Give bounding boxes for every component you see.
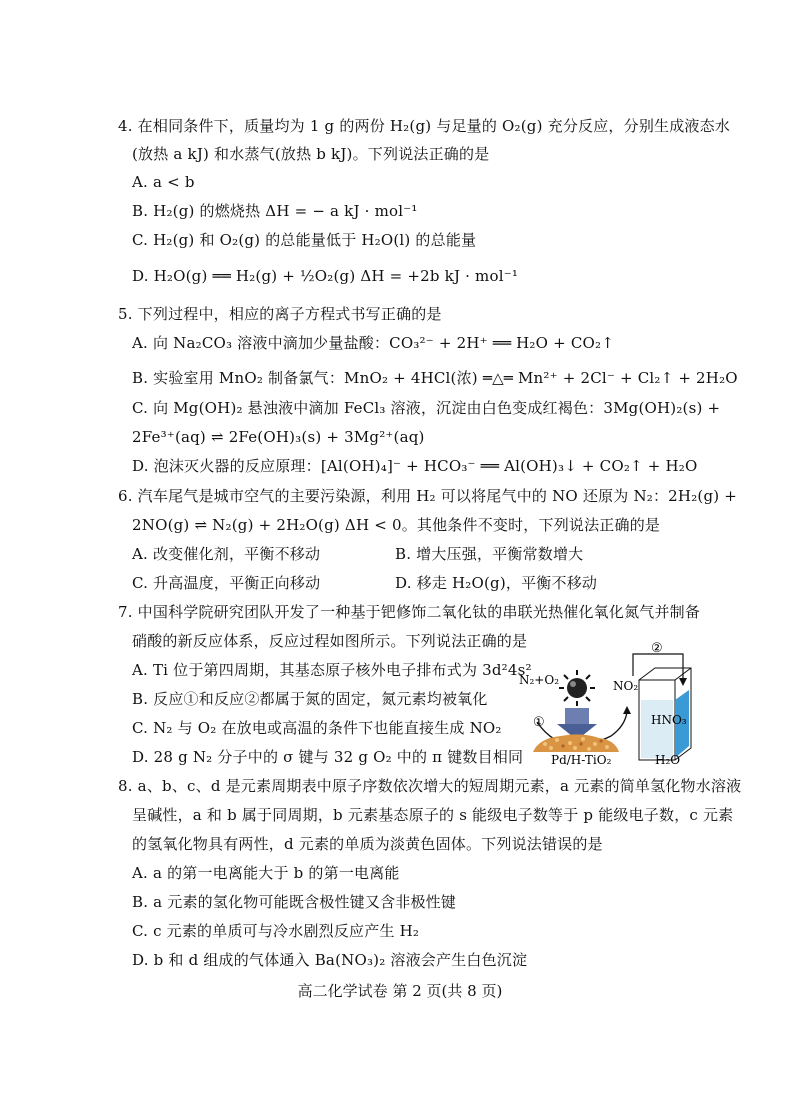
q7-option-b: B. 反应①和反应②都属于氮的固定，氮元素均被氧化	[132, 690, 488, 708]
q5-option-a: A. 向 Na₂CO₃ 溶液中滴加少量盐酸：CO₃²⁻ + 2H⁺ ══ H₂O + CO₂↑	[132, 334, 614, 352]
catalyst-pile	[533, 734, 619, 752]
q7-option-c: C. N₂ 与 O₂ 在放电或高温的条件下也能直接生成 NO₂	[132, 719, 502, 737]
q6-option-b: B. 增大压强，平衡常数增大	[395, 545, 584, 563]
q8-option-a: A. a 的第一电离能大于 b 的第一电离能	[132, 864, 400, 882]
q8-stem-line3: 的氢氧化物具有两性，d 元素的单质为淡黄色固体。下列说法错误的是	[132, 835, 603, 853]
reaction-diagram	[515, 640, 695, 765]
label-reactants: N₂+O₂	[519, 673, 560, 687]
label-product: NO₂	[613, 679, 639, 693]
q8-option-d: D. b 和 d 组成的气体通入 Ba(NO₃)₂ 溶液会产生白色沉淀	[132, 951, 528, 969]
q7-stem-line2: 硝酸的新反应体系，反应过程如图所示。下列说法正确的是	[132, 632, 528, 650]
label-water: H₂O	[655, 753, 681, 765]
q7-option-a: A. Ti 位于第四周期，其基态原子核外电子排布式为 3d²4s²	[132, 661, 532, 679]
q4-option-c: C. H₂(g) 和 O₂(g) 的总能量低于 H₂O(l) 的总能量	[132, 231, 477, 249]
label-catalyst: Pd/H-TiO₂	[551, 753, 612, 765]
step2-arrow	[633, 654, 683, 680]
q5-option-d: D. 泡沫灭火器的反应原理：[Al(OH)₄]⁻ + HCO₃⁻ ══ Al(OH)₃↓ + CO₂↑ + H₂O	[132, 457, 698, 475]
label-acid: HNO₃	[651, 713, 687, 727]
q6-option-a: A. 改变催化剂，平衡不移动	[132, 545, 321, 563]
step2-arrowhead-icon	[679, 678, 687, 686]
q6-option-c: C. 升高温度，平衡正向移动	[132, 574, 321, 592]
q8-option-b: B. a 元素的氢化物可能既含极性键又含非极性键	[132, 893, 457, 911]
curve-arrowhead-icon	[623, 706, 631, 714]
q4-option-a: A. a < b	[132, 173, 195, 191]
q7-stem-line1: 7. 中国科学院研究团队开发了一种基于钯修饰二氧化钛的串联光热催化氧化氮气并制备	[118, 603, 701, 621]
q4-option-b: B. H₂(g) 的燃烧热 ΔH = − a kJ · mol⁻¹	[132, 202, 418, 220]
q4-option-d: D. H₂O(g) ══ H₂(g) + ½O₂(g) ΔH = +2b kJ · mol⁻¹	[132, 267, 519, 285]
q6-option-d: D. 移走 H₂O(g)，平衡不移动	[395, 574, 598, 592]
q4-stem-line2: (放热 a kJ) 和水蒸气(放热 b kJ)。下列说法正确的是	[132, 145, 490, 163]
q5-option-c-line2: 2Fe³⁺(aq) ⇌ 2Fe(OH)₃(s) + 3Mg²⁺(aq)	[132, 428, 425, 446]
q5-stem: 5. 下列过程中，相应的离子方程式书写正确的是	[118, 305, 442, 323]
q8-option-c: C. c 元素的单质可与冷水剧烈反应产生 H₂	[132, 922, 420, 940]
q4-stem-line1: 4. 在相同条件下，质量均为 1 g 的两份 H₂(g) 与足量的 O₂(g) 充分反应，分别生成液态水	[118, 117, 731, 135]
q5-option-c-line1: C. 向 Mg(OH)₂ 悬浊液中滴加 FeCl₃ 溶液，沉淀由白色变成红褐色：3Mg(OH)₂(s) +	[132, 399, 721, 417]
q8-stem-line2: 呈碱性，a 和 b 属于同周期，b 元素基态原子的 s 能级电子数等于 p 能级电子数，c 元素	[132, 806, 734, 824]
page-footer: 高二化学试卷 第 2 页(共 8 页)	[297, 982, 503, 1000]
q5-option-b: B. 实验室用 MnO₂ 制备氯气：MnO₂ + 4HCl(浓) ═△═ Mn²⁺ + 2Cl⁻ + Cl₂↑ + 2H₂O	[132, 369, 738, 387]
q6-stem-line1: 6. 汽车尾气是城市空气的主要污染源，利用 H₂ 可以将尾气中的 NO 还原为 N₂：2H₂(g) +	[118, 487, 738, 505]
label-step2: ②	[651, 641, 663, 656]
q7-option-d: D. 28 g N₂ 分子中的 σ 键与 32 g O₂ 中的 π 键数目相同	[132, 748, 524, 766]
q6-stem-line2: 2NO(g) ⇌ N₂(g) + 2H₂O(g) ΔH < 0。其他条件不变时，下列说法正确的是	[132, 516, 661, 534]
sun-icon	[559, 670, 595, 706]
q8-stem-line1: 8. a、b、c、d 是元素周期表中原子序数依次增大的短周期元素，a 元素的简单氢化物水溶液	[118, 777, 742, 795]
label-step1: ①	[533, 715, 545, 730]
